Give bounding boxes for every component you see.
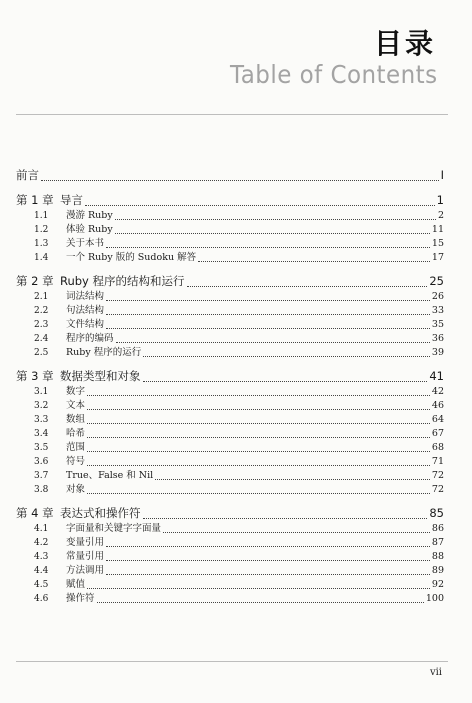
toc-chapter-number: 第 4 章 xyxy=(16,506,54,520)
toc-section-title: 符号 xyxy=(66,456,86,467)
toc-preface-row[interactable] xyxy=(16,167,444,184)
toc-chapter-title: 导言 xyxy=(60,193,83,207)
toc-section-number: 4.5 xyxy=(34,580,49,590)
dot-leader xyxy=(87,409,430,410)
dot-leader xyxy=(116,342,430,343)
toc-section-number: 1.2 xyxy=(34,225,49,235)
toc-section-page: 2 xyxy=(437,210,444,221)
toc-section-title: 数字 xyxy=(66,386,86,397)
toc-section-page: 92 xyxy=(431,579,444,590)
toc-section-page: 72 xyxy=(431,484,444,495)
dot-leader xyxy=(106,560,430,561)
toc-section-title: 操作符 xyxy=(66,593,95,604)
toc-section-page: 46 xyxy=(431,400,444,411)
toc-section-page: 11 xyxy=(431,224,444,235)
toc-section-number: 2.5 xyxy=(34,348,49,358)
toc-section-title: 哈希 xyxy=(66,428,86,439)
toc-preface-label: 前言 xyxy=(16,168,39,182)
toc-section-row[interactable] xyxy=(16,237,444,251)
toc-section-title: 体验 Ruby xyxy=(66,224,113,235)
toc-section-number: 3.7 xyxy=(34,471,49,481)
toc-section-page: 26 xyxy=(431,291,444,302)
page-subtitle: Table of Contents xyxy=(230,60,438,89)
toc-section-row[interactable] xyxy=(16,522,444,536)
toc-section-title: 范围 xyxy=(66,442,86,453)
dot-leader xyxy=(143,381,428,382)
toc-chapter-page: 25 xyxy=(429,274,444,288)
toc-section-page: 15 xyxy=(431,238,444,249)
toc-chapter-page: 1 xyxy=(436,193,444,207)
toc-chapter-row[interactable] xyxy=(16,505,444,522)
dot-leader xyxy=(87,588,430,589)
toc-section-number: 4.2 xyxy=(34,538,49,548)
toc-section-page: 100 xyxy=(425,593,444,604)
toc-section-row[interactable] xyxy=(16,455,444,469)
dot-leader xyxy=(198,261,430,262)
dot-leader xyxy=(115,233,430,234)
toc-section-number: 1.3 xyxy=(34,239,49,249)
toc-section-row[interactable] xyxy=(16,427,444,441)
toc-chapter-title: Ruby 程序的结构和运行 xyxy=(60,274,185,288)
toc-section-row[interactable] xyxy=(16,564,444,578)
toc-section-number: 1.4 xyxy=(34,253,49,263)
dot-leader xyxy=(87,437,430,438)
toc-section-number: 2.2 xyxy=(34,306,49,316)
toc-section-number: 4.3 xyxy=(34,552,49,562)
toc-section-page: 17 xyxy=(431,252,444,263)
toc-section-row[interactable] xyxy=(16,578,444,592)
toc-section-page: 86 xyxy=(431,523,444,534)
dot-leader xyxy=(106,574,430,575)
dot-leader xyxy=(143,518,428,519)
toc-section-title: 句法结构 xyxy=(66,305,105,316)
toc-section-number: 1.1 xyxy=(34,211,49,221)
toc-section-title: 数组 xyxy=(66,414,86,425)
toc-section-row[interactable] xyxy=(16,304,444,318)
toc-section-title: 关于本书 xyxy=(66,238,105,249)
toc-section-number: 2.1 xyxy=(34,292,49,302)
toc-section-title: 文本 xyxy=(66,400,86,411)
toc-section-number: 2.4 xyxy=(34,334,49,344)
toc-chapter-number: 第 3 章 xyxy=(16,369,54,383)
toc-section-page: 72 xyxy=(431,470,444,481)
toc-section-number: 3.2 xyxy=(34,401,49,411)
toc-section-page: 89 xyxy=(431,565,444,576)
toc-section-row[interactable] xyxy=(16,399,444,413)
dot-leader xyxy=(87,451,430,452)
footer-divider xyxy=(16,661,448,662)
toc-section-number: 3.1 xyxy=(34,387,49,397)
dot-leader xyxy=(87,395,430,396)
toc-section-title: True、False 和 Nil xyxy=(66,470,154,481)
toc-section-row[interactable] xyxy=(16,318,444,332)
toc-chapter-page: 41 xyxy=(429,369,444,383)
toc-section-title: 一个 Ruby 版的 Sudoku 解答 xyxy=(66,252,197,263)
page-title: 目录 xyxy=(373,27,436,60)
toc-section-row[interactable] xyxy=(16,592,444,606)
toc-section-title: 赋值 xyxy=(66,579,86,590)
dot-leader xyxy=(163,532,430,533)
toc-section-page: 71 xyxy=(431,456,444,467)
toc-section-title: 文件结构 xyxy=(66,319,105,330)
toc-section-page: 87 xyxy=(431,537,444,548)
toc-section-number: 4.6 xyxy=(34,594,49,604)
table-of-contents xyxy=(16,167,444,606)
dot-leader xyxy=(87,465,430,466)
toc-section-row[interactable] xyxy=(16,385,444,399)
toc-section-number: 3.5 xyxy=(34,443,49,453)
toc-section-row[interactable] xyxy=(16,536,444,550)
toc-section-number: 2.3 xyxy=(34,320,49,330)
toc-section-row[interactable] xyxy=(16,290,444,304)
dot-leader xyxy=(155,479,430,480)
toc-section-title: 词法结构 xyxy=(66,291,105,302)
toc-section-row[interactable] xyxy=(16,550,444,564)
toc-section-page: 88 xyxy=(431,551,444,562)
toc-section-number: 3.3 xyxy=(34,415,49,425)
toc-section-number: 3.4 xyxy=(34,429,49,439)
dot-leader xyxy=(143,356,430,357)
dot-leader xyxy=(187,286,428,287)
toc-section-page: 33 xyxy=(431,305,444,316)
toc-chapter-number: 第 2 章 xyxy=(16,274,54,288)
toc-section-page: 68 xyxy=(431,442,444,453)
toc-section-title: 字面量和关键字字面量 xyxy=(66,523,162,534)
toc-section-title: 变量引用 xyxy=(66,537,105,548)
toc-chapter-title: 表达式和操作符 xyxy=(60,506,141,520)
header-divider xyxy=(16,114,448,115)
toc-section-title: 漫游 Ruby xyxy=(66,210,113,221)
toc-section-page: 64 xyxy=(431,414,444,425)
toc-section-page: 35 xyxy=(431,319,444,330)
toc-section-page: 39 xyxy=(431,347,444,358)
dot-leader xyxy=(115,219,436,220)
dot-leader xyxy=(97,602,424,603)
dot-leader xyxy=(41,180,439,181)
toc-chapter-number: 第 1 章 xyxy=(16,193,54,207)
toc-chapter-page: 85 xyxy=(429,506,444,520)
dot-leader xyxy=(87,493,430,494)
toc-section-row[interactable] xyxy=(16,413,444,427)
dot-leader xyxy=(106,328,430,329)
toc-preface-page: I xyxy=(440,168,444,182)
dot-leader xyxy=(106,314,430,315)
toc-section-row[interactable] xyxy=(16,441,444,455)
toc-section-title: 对象 xyxy=(66,484,86,495)
toc-section-page: 42 xyxy=(431,386,444,397)
toc-section-title: 程序的编码 xyxy=(66,333,114,344)
page-number: vii xyxy=(429,667,442,678)
toc-section-number: 4.1 xyxy=(34,524,49,534)
dot-leader xyxy=(106,300,430,301)
toc-section-row[interactable] xyxy=(16,251,444,265)
toc-chapter-row[interactable] xyxy=(16,368,444,385)
toc-section-row[interactable] xyxy=(16,332,444,346)
dot-leader xyxy=(85,205,435,206)
dot-leader xyxy=(87,423,430,424)
toc-section-page: 67 xyxy=(431,428,444,439)
dot-leader xyxy=(106,546,430,547)
toc-section-title: 方法调用 xyxy=(66,565,105,576)
toc-section-title: Ruby 程序的运行 xyxy=(66,347,142,358)
toc-chapter-title: 数据类型和对象 xyxy=(60,369,141,383)
toc-section-row[interactable] xyxy=(16,483,444,497)
toc-section-row[interactable] xyxy=(16,469,444,483)
dot-leader xyxy=(106,247,430,248)
toc-chapter-row[interactable] xyxy=(16,192,444,209)
toc-section-number: 4.4 xyxy=(34,566,49,576)
toc-section-row[interactable] xyxy=(16,346,444,360)
toc-section-number: 3.8 xyxy=(34,485,49,495)
toc-section-number: 3.6 xyxy=(34,457,49,467)
toc-section-row[interactable] xyxy=(16,223,444,237)
toc-section-page: 36 xyxy=(431,333,444,344)
toc-section-title: 常量引用 xyxy=(66,551,105,562)
toc-section-row[interactable] xyxy=(16,209,444,223)
toc-chapter-row[interactable] xyxy=(16,273,444,290)
